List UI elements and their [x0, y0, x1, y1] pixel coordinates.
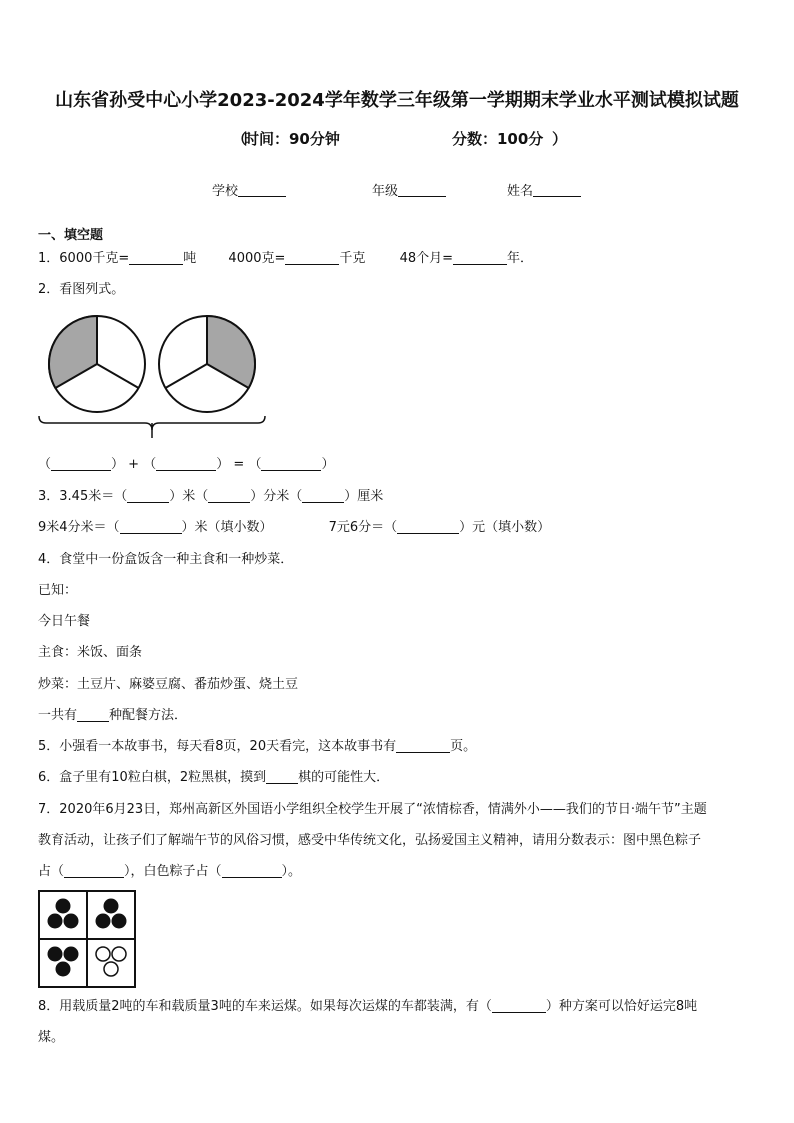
q3-blank-meters-decimal[interactable]: [120, 519, 182, 534]
q8-line-2: 煤。: [38, 1030, 65, 1045]
q3-text-h: ）元（填小数）: [459, 520, 551, 535]
name-field[interactable]: [507, 180, 581, 199]
q7-blank-white[interactable]: [222, 863, 282, 878]
q4-staple: 主食：米饭、面条: [38, 645, 143, 660]
q3-text-a: 3．3.45米＝（: [38, 489, 128, 504]
q3-text-g: 7元6分＝（: [328, 520, 398, 535]
q8-text-b: ）种方案可以恰好运完8吨: [545, 999, 698, 1014]
q3-blank-yuan-decimal[interactable]: [397, 519, 459, 534]
q3-text-b: ）米（: [169, 489, 209, 504]
question-5: [38, 737, 476, 757]
q3-text-d: ）厘米: [344, 489, 384, 504]
q2-close-2: ）: [216, 457, 230, 472]
subtitle-close-paren: ）: [552, 130, 568, 148]
q3-blank-decimeter[interactable]: [208, 488, 250, 503]
q1-unit-a: 吨: [183, 251, 197, 266]
subtitle-open-paren: （: [232, 130, 248, 148]
q2-close-3: ）: [321, 457, 335, 472]
q4-menu-title: 今日午餐: [38, 614, 91, 629]
q1-part-b: 4000克=: [228, 251, 286, 266]
question-4: 4．食堂中一份盒饭含一种主食和一种炒菜．: [38, 552, 294, 567]
q1-number: 1．: [38, 251, 60, 266]
circle-left: [49, 316, 145, 412]
equals-sign: =: [233, 457, 245, 472]
circle-right: [159, 316, 255, 412]
name-blank[interactable]: [533, 196, 581, 197]
grade-label: 年级: [372, 184, 399, 199]
q1-unit-c: 年．: [507, 251, 534, 266]
q6-blank[interactable]: [266, 769, 298, 784]
exam-subtitle: [0, 128, 794, 152]
question-3-line-2: [38, 518, 550, 538]
q4-dishes: 炒菜：土豆片、麻婆豆腐、番茄炒蛋、烧土豆: [38, 677, 299, 692]
q5-text-b: 页。: [450, 739, 477, 754]
q4-ask-text-a: 一共有: [38, 708, 78, 723]
q6-text-b: 棋的可能性大．: [298, 770, 390, 785]
question-1: [38, 249, 533, 269]
q4-ask-text-b: 种配餐方法．: [109, 708, 188, 723]
q3-blank-centimeter[interactable]: [302, 488, 344, 503]
question-3-line-1: [38, 487, 383, 507]
question-6: [38, 768, 389, 788]
q7-text-c: ）。: [281, 864, 302, 879]
q8-text-a: 8．用载质量2吨的车和载质量3吨的车来运煤。如果每次运煤的车都装满，有（: [38, 999, 492, 1014]
q1-blank-b[interactable]: [285, 250, 339, 265]
q4-ask: [38, 706, 187, 726]
q2-blank-2[interactable]: [156, 456, 216, 471]
q4-blank[interactable]: [77, 707, 109, 722]
q7-text-b: ），白色粽子占（: [124, 864, 222, 879]
q2-close-1: ）: [111, 457, 125, 472]
zongzi-grid-figure: [38, 890, 138, 990]
q4-known: 已知：: [38, 583, 78, 598]
q1-part-c: 48个月=: [399, 251, 453, 266]
exam-title: 山东省孙受中心小学2023-2024学年数学三年级第一学期期末学业水平测试模拟试题: [55, 90, 739, 111]
question-2: 2．看图列式。: [38, 282, 125, 297]
q6-text-a: 6．盒子里有10粒白棋，2粒黑棋，摸到: [38, 770, 267, 785]
q8-blank[interactable]: [492, 998, 546, 1013]
exam-score: 分数：100分: [452, 130, 544, 148]
q7-line-1: 7．2020年6月23日，郑州高新区外国语小学组织全校学生开展了“浓情棕香，情满外小——我们的节日·端午节”主题: [38, 802, 707, 817]
q5-blank[interactable]: [396, 738, 450, 753]
q2-open-1: （: [38, 457, 52, 472]
q3-blank-meter[interactable]: [127, 488, 169, 503]
section-heading: 一、填空题: [38, 228, 104, 243]
grade-field[interactable]: [372, 180, 446, 199]
q3-text-c: ）分米（: [250, 489, 303, 504]
q1-blank-c[interactable]: [453, 250, 507, 265]
q2-open-3: （: [248, 457, 262, 472]
q1-blank-a[interactable]: [129, 250, 183, 265]
q2-blank-1[interactable]: [51, 456, 111, 471]
exam-time: 时间：90分钟: [244, 130, 340, 148]
q5-text-a: 5．小强看一本故事书，每天看8页，20天看完，这本故事书有: [38, 739, 397, 754]
q8-line-1: [38, 997, 697, 1017]
school-field[interactable]: [212, 180, 286, 199]
fraction-circles-figure: [36, 312, 272, 442]
q7-line-3: [38, 862, 301, 882]
q1-part-a: 6000千克=: [59, 251, 130, 266]
q3-text-e: 9米4分米＝（: [38, 520, 120, 535]
q2-expression: [38, 455, 334, 475]
q2-blank-3[interactable]: [261, 456, 321, 471]
school-blank[interactable]: [238, 196, 286, 197]
q7-text-a: 占（: [38, 864, 65, 879]
plus-sign: +: [128, 457, 140, 472]
q3-text-f: ）米（填小数）: [181, 520, 273, 535]
q1-unit-b: 千克: [339, 251, 366, 266]
grade-blank[interactable]: [398, 196, 446, 197]
q7-blank-black[interactable]: [64, 863, 124, 878]
name-label: 姓名: [507, 184, 534, 199]
q7-line-2: 教育活动，让孩子们了解端午节的风俗习惯，感受中华传统文化，弘扬爱国主义精神，请用分数表示：图中黑色粽子: [38, 833, 702, 848]
q2-open-2: （: [143, 457, 157, 472]
school-label: 学校: [212, 184, 239, 199]
